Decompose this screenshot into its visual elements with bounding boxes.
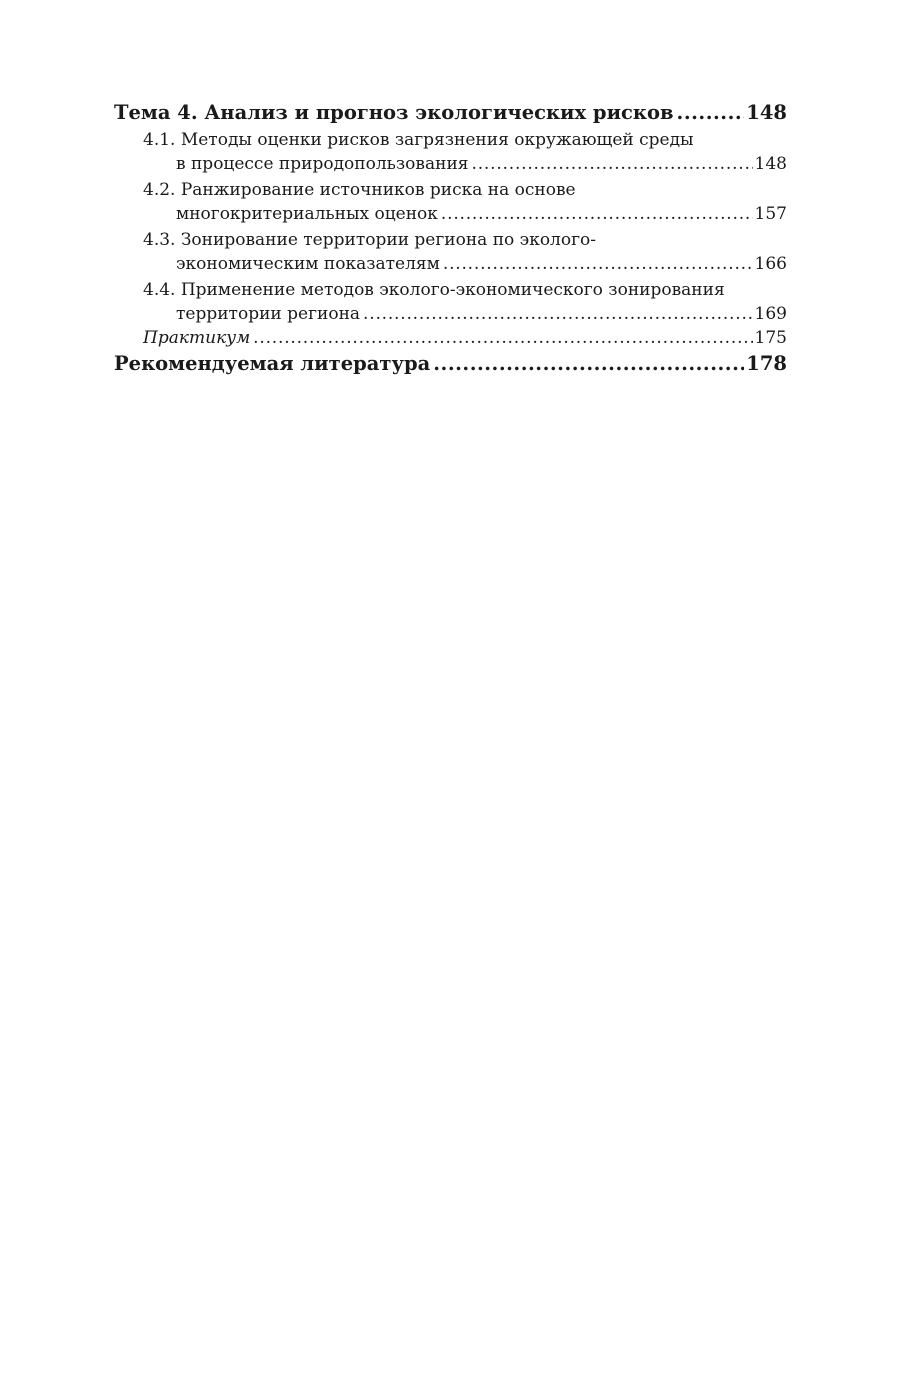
toc-entry-title-line2: в процессе природопользования (176, 154, 469, 174)
toc-page-number: 157 (754, 204, 787, 224)
toc-leader-dots (472, 152, 753, 176)
toc-page-number: 175 (754, 328, 787, 348)
toc-entry-title-line1: 4.2. Ранжирование источников риска на основе (143, 180, 576, 200)
toc-literature-title: Рекомендуемая литература (114, 352, 431, 375)
toc-entry-title-line2: территории региона (176, 304, 361, 324)
toc-entry-title-line1: 4.1. Методы оценки рисков загрязнения окружающей среды (143, 130, 694, 150)
toc-practicum[interactable] (114, 326, 787, 351)
toc-page-number: 148 (754, 154, 787, 174)
toc-leader-dots (677, 100, 745, 126)
toc-leader-dots (443, 252, 753, 276)
toc-entry-4-4[interactable] (114, 278, 787, 326)
toc-leader-dots (253, 326, 752, 351)
toc-page-number: 169 (754, 304, 787, 324)
toc-entry-title-line1: 4.4. Применение методов эколого-экономического зонирования (143, 280, 725, 300)
toc-topic-title: Тема 4. Анализ и прогноз экологических рисков (114, 101, 674, 124)
toc-entry-4-2[interactable] (114, 178, 787, 226)
toc-entry-title-line2: многокритериальных оценок (176, 204, 438, 224)
toc-page-number: 148 (746, 101, 787, 124)
toc-page-number: 166 (754, 254, 787, 274)
toc-topic-4[interactable] (114, 100, 787, 126)
toc-entry-4-3[interactable] (114, 228, 787, 276)
toc-literature[interactable] (114, 351, 787, 377)
toc-entry-4-1[interactable] (114, 128, 787, 176)
toc-entry-title-line1: 4.3. Зонирование территории региона по эколого- (143, 230, 596, 250)
toc-entry-title-line2: экономическим показателям (176, 254, 440, 274)
toc-leader-dots (433, 351, 744, 377)
table-of-contents (114, 100, 787, 377)
toc-page-number: 178 (746, 352, 787, 375)
toc-practicum-title: Практикум (143, 328, 251, 348)
toc-leader-dots (441, 202, 753, 226)
toc-leader-dots (363, 302, 753, 326)
